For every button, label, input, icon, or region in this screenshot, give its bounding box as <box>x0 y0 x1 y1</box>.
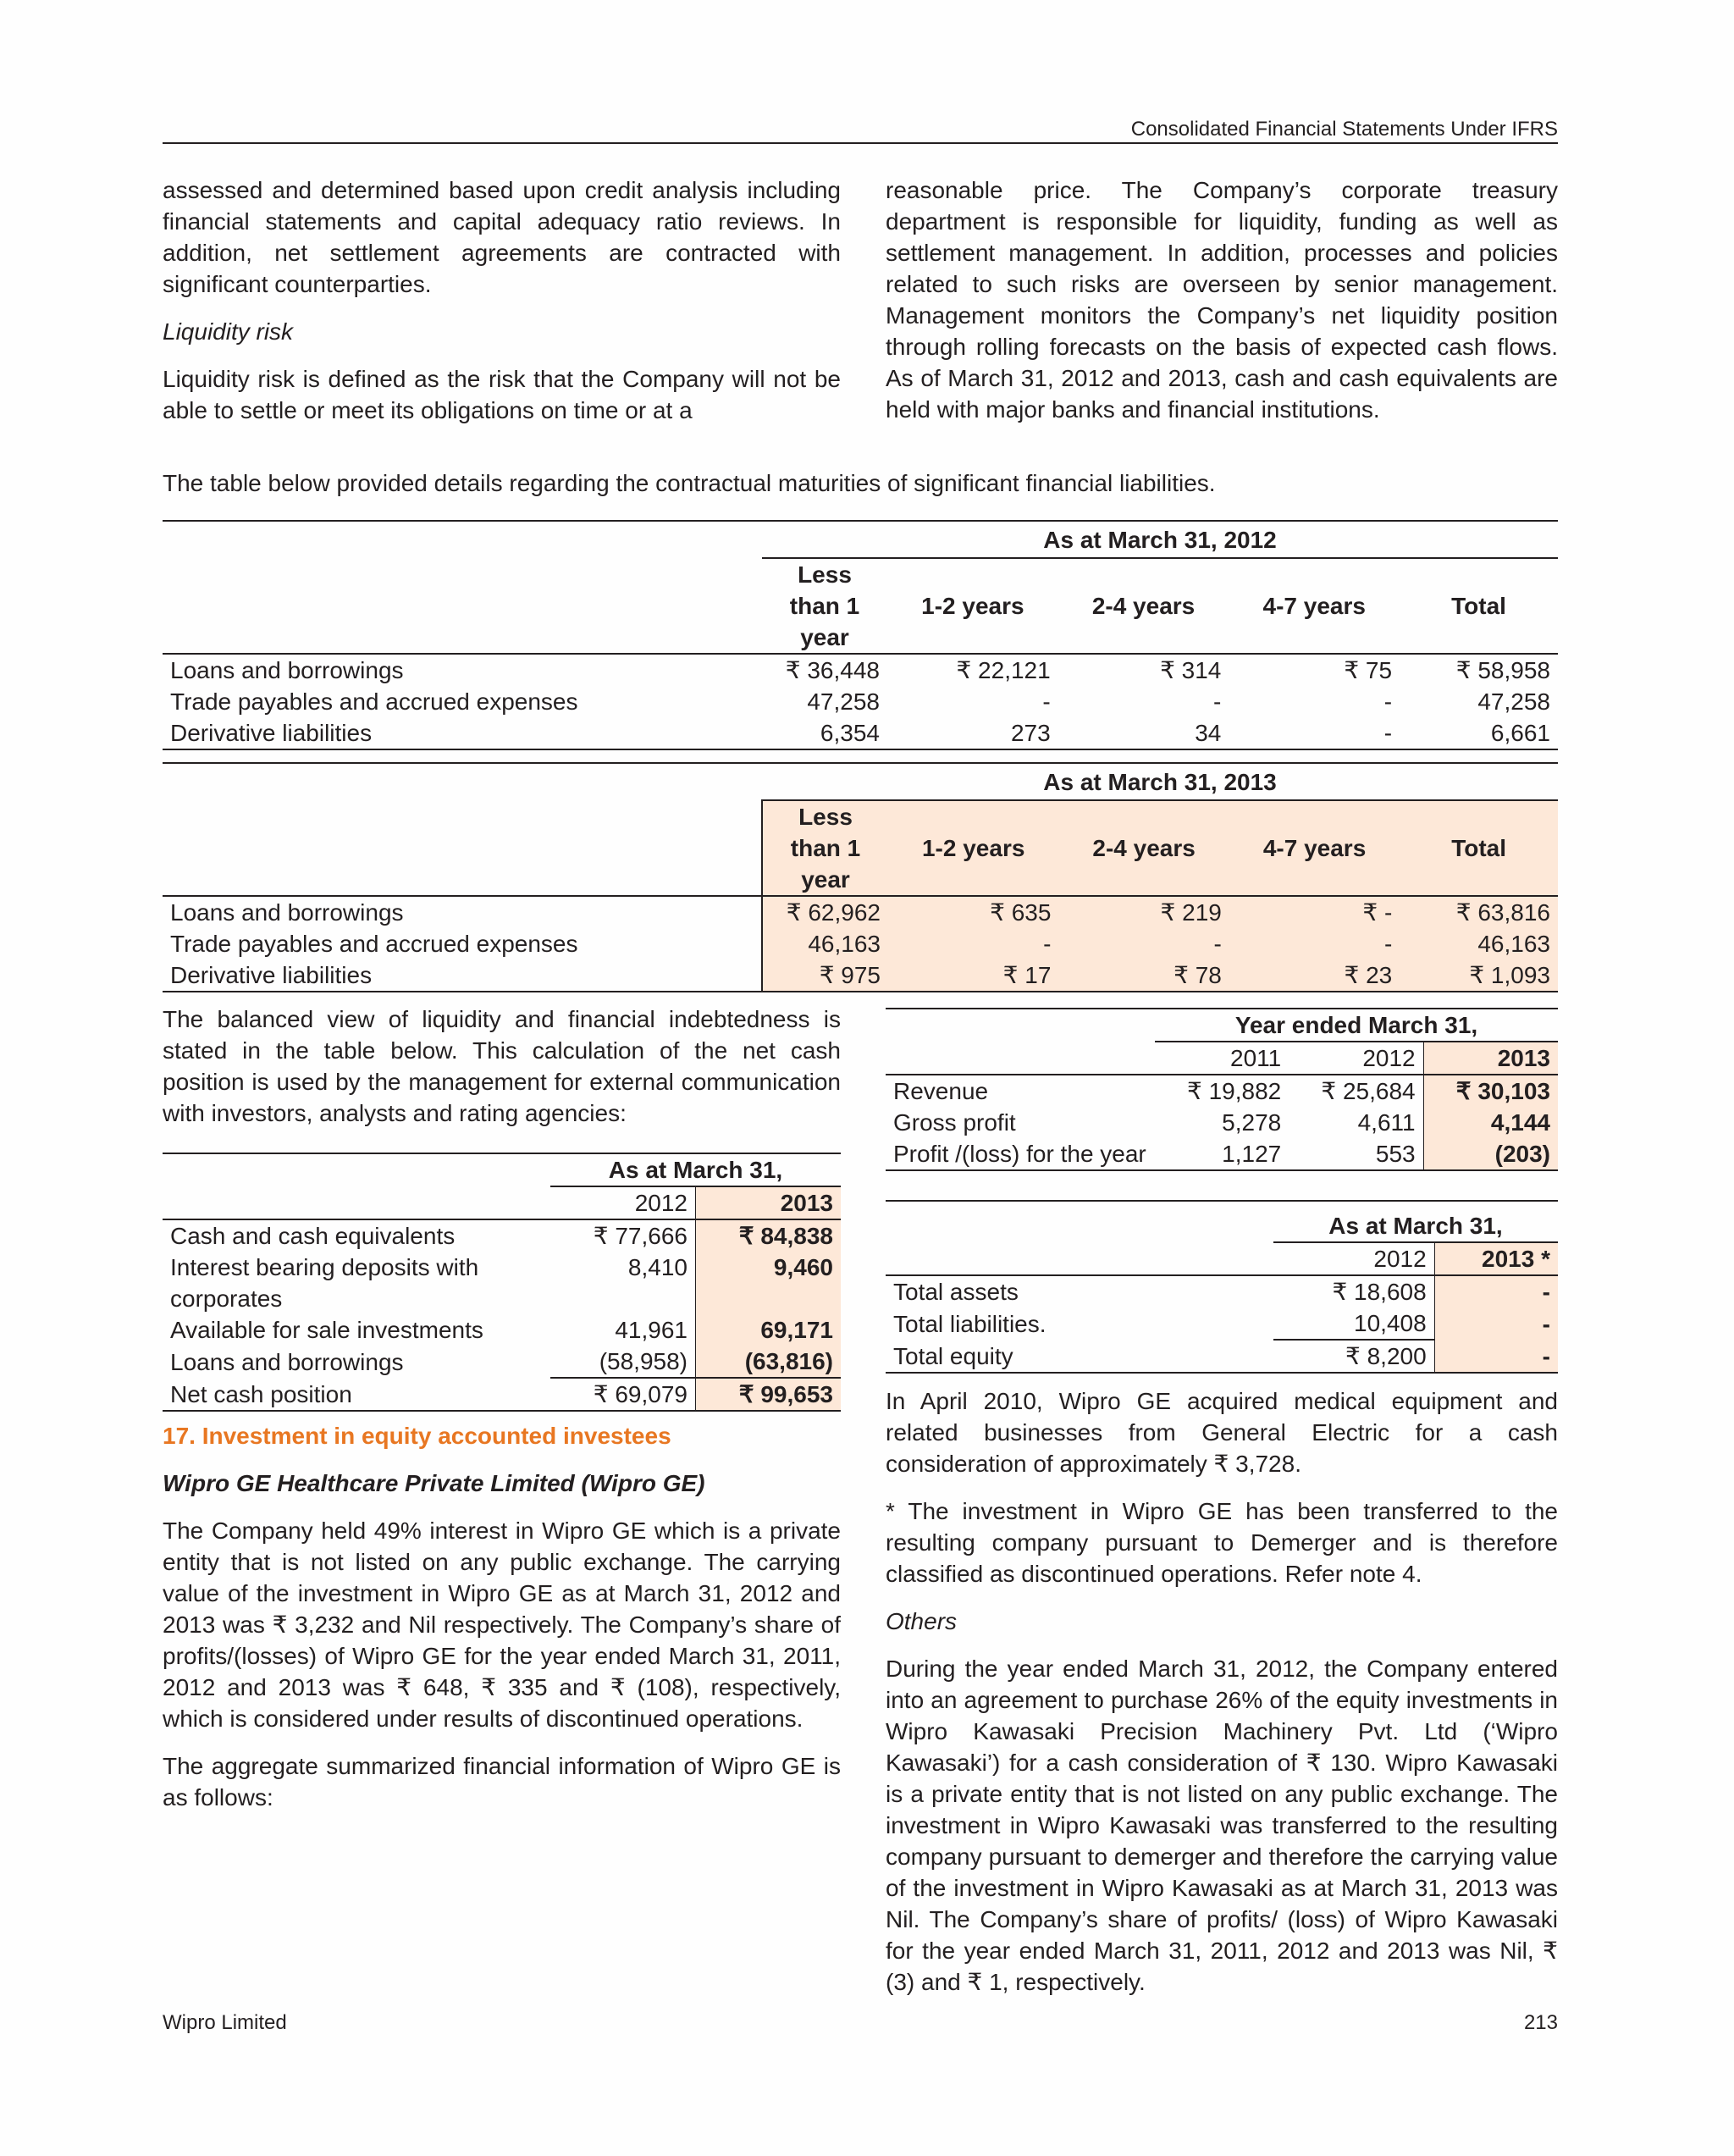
cell: ₹ 22,121 <box>956 657 1051 683</box>
cell: ₹ 99,653 <box>696 1378 842 1411</box>
paragraph: reasonable price. The Company’s corporate treasury department is responsible for liquidity, funding as well as settlement management. In addition, processes and policies related to such risks are overseen by senior management. Management monitors the Company’s net liquidity position through rolling forecasts on the basis of expected cash flows. As of March 31, 2012 and 2013, cash and cash equivalents are held with major banks and financial institutions. <box>886 177 1558 423</box>
column-header: Total <box>1451 593 1506 619</box>
year-header: 2013 * <box>1434 1242 1558 1275</box>
column-header: Less than 1 year <box>789 561 860 650</box>
year-header: 2012 <box>1289 1042 1423 1075</box>
cell: ₹ 75 <box>1344 657 1393 683</box>
year-header: 2013 <box>1423 1042 1558 1075</box>
table-row <box>886 1138 1558 1170</box>
column-header: 1-2 years <box>888 800 1058 896</box>
paragraph: Liquidity risk is defined as the risk that the Company will not be able to settle or meet its obligations on time or at a <box>163 366 841 423</box>
cell: 273 <box>1010 720 1051 746</box>
cell: ₹ 314 <box>1160 657 1222 683</box>
subheading-wipro-ge: Wipro GE Healthcare Private Limited (Wipro GE) <box>163 1470 705 1496</box>
row-label: Total equity <box>893 1342 1013 1369</box>
year-header: 2011 <box>1230 1045 1282 1071</box>
cell: ₹ 975 <box>762 959 888 992</box>
cell: ₹ 69,079 <box>550 1378 696 1411</box>
table-row <box>163 896 1558 928</box>
maturity-table <box>163 520 1558 750</box>
cell: 46,163 <box>1400 928 1558 959</box>
row-label: Revenue <box>893 1078 989 1104</box>
cell: 46,163 <box>762 928 888 959</box>
row-label: Total assets <box>893 1279 1019 1305</box>
column-header: 4-7 years <box>1229 800 1400 896</box>
table-row <box>886 1075 1558 1107</box>
cell: - <box>1434 1340 1558 1373</box>
cell: 6,661 <box>1490 720 1550 746</box>
section-17-heading: 17. Investment in equity accounted investees <box>163 1423 671 1449</box>
footer-company: Wipro Limited <box>163 2011 287 2034</box>
maturity-table <box>163 762 1558 992</box>
cell: 4,611 <box>1289 1107 1423 1138</box>
cell: ₹ 63,816 <box>1400 896 1558 928</box>
cell: ₹ 1,093 <box>1400 959 1558 992</box>
row-label: Loans and borrowings <box>170 899 404 926</box>
right-top-column <box>886 174 1558 441</box>
cell: (203) <box>1423 1138 1558 1170</box>
cell: ₹ 635 <box>888 896 1058 928</box>
cell: (63,816) <box>696 1346 842 1378</box>
cell: - <box>1434 1275 1558 1307</box>
cell: 47,258 <box>1477 688 1550 715</box>
cell: 47,258 <box>807 688 880 715</box>
cell: 34 <box>1195 720 1222 746</box>
table-row <box>163 1252 841 1314</box>
table-row <box>163 1378 841 1411</box>
table-row <box>163 1314 841 1346</box>
header-title: Consolidated Financial Statements Under IFRS <box>1130 118 1558 141</box>
cell: ₹ 30,103 <box>1423 1075 1558 1107</box>
column-header: 4-7 years <box>1262 593 1366 619</box>
year-header: 2012 <box>550 1186 696 1219</box>
cell: ₹ 219 <box>1058 896 1229 928</box>
year-header: 2012 <box>1273 1242 1434 1275</box>
table-intro: The table below provided details regarding the contractual maturities of significant financial liabilities. <box>163 470 1216 496</box>
table-title: As at March 31, 2012 <box>762 521 1558 558</box>
cell: 5,278 <box>1222 1109 1282 1136</box>
table-row <box>886 1275 1558 1307</box>
cell: 8,410 <box>550 1252 696 1314</box>
row-label: Trade payables and accrued expenses <box>170 688 578 715</box>
row-label: Derivative liabilities <box>170 720 373 746</box>
cell: 1,127 <box>1222 1141 1282 1167</box>
table-row <box>163 928 1558 959</box>
row-label: Loans and borrowings <box>170 1348 404 1375</box>
cell: ₹ 36,448 <box>785 657 880 683</box>
cell: ₹ 58,958 <box>1455 657 1550 683</box>
cell: 10,408 <box>1273 1307 1434 1340</box>
table-row <box>163 717 1558 749</box>
left-top-column <box>163 174 841 442</box>
cell: - <box>1434 1307 1558 1340</box>
table-row <box>163 1219 841 1252</box>
row-label: Net cash position <box>170 1380 352 1407</box>
subheading-liquidity-risk: Liquidity risk <box>163 318 294 345</box>
cell: (58,958) <box>550 1346 696 1378</box>
balance-title: As at March 31, <box>1273 1201 1558 1242</box>
cell: - <box>888 928 1058 959</box>
income-table <box>886 1008 1558 1171</box>
cell: - <box>1213 688 1222 715</box>
footnote: * The investment in Wipro GE has been transferred to the resulting company pursuant to Demerger and is therefore classified as discontinued operations. Refer note 4. <box>886 1498 1558 1587</box>
row-label: Trade payables and accrued expenses <box>170 931 578 957</box>
row-label: Available for sale investments <box>170 1317 483 1343</box>
column-header: 1-2 years <box>921 593 1024 619</box>
table-row <box>886 1307 1558 1340</box>
page-number: 213 <box>1523 2011 1558 2034</box>
table-title: As at March 31, 2013 <box>762 763 1558 800</box>
cell: 6,354 <box>820 720 880 746</box>
cell: ₹ 25,684 <box>1289 1075 1423 1107</box>
column-header: Total <box>1400 800 1558 896</box>
cell: - <box>1383 720 1393 746</box>
table-row <box>886 1340 1558 1373</box>
paragraph: assessed and determined based upon credit analysis including financial statements and capital adequacy ratio reviews. In addition, net settlement agreements are contracted with significant counterparties. <box>163 177 841 297</box>
table-row <box>886 1107 1558 1138</box>
net-cash-title: As at March 31, <box>550 1153 841 1186</box>
column-header: Less than 1 year <box>762 800 888 896</box>
cell: ₹ 84,838 <box>696 1219 842 1252</box>
cell: ₹ 77,666 <box>550 1219 696 1252</box>
column-header: 2-4 years <box>1058 800 1229 896</box>
paragraph: The Company held 49% interest in Wipro GE which is a private entity that is not listed on any public exchange. The carrying value of the investment in Wipro GE as at March 31, 2012 and 2013 was ₹ 3,232 and Nil respectively. The Company’s share of profits/(losses) of Wipro GE for the year ended March 31, 2011, 2012 and 2013 was ₹ 648, ₹ 335 and ₹ (108), respectively, which is considered under results of discontinued operations. <box>163 1517 841 1732</box>
row-label: Loans and borrowings <box>170 657 404 683</box>
cell: ₹ 19,882 <box>1187 1078 1282 1104</box>
subheading-others: Others <box>886 1608 958 1634</box>
cell: 4,144 <box>1423 1107 1558 1138</box>
row-label: Gross profit <box>893 1109 1016 1136</box>
table-row <box>163 654 1558 686</box>
column-header: 2-4 years <box>1091 593 1196 619</box>
table-row <box>163 1346 841 1378</box>
paragraph: The balanced view of liquidity and financial indebtedness is stated in the table below. This calculation of the net cash position is used by the management for external communication with investors, analysts and rating agencies: <box>163 1006 841 1126</box>
balance-table <box>886 1200 1558 1374</box>
cell: - <box>1042 688 1051 715</box>
cell: - <box>1058 928 1229 959</box>
cell: 553 <box>1289 1138 1423 1170</box>
row-label: Profit /(loss) for the year <box>893 1141 1146 1167</box>
paragraph: The aggregate summarized financial information of Wipro GE is as follows: <box>163 1753 841 1810</box>
maturity-table-2012 <box>163 520 1558 750</box>
net-cash-table <box>163 1153 841 1412</box>
row-label: Derivative liabilities <box>170 962 373 988</box>
cell: ₹ 17 <box>888 959 1058 992</box>
running-header <box>163 120 1558 144</box>
left-mid-column <box>163 1003 841 1829</box>
cell: ₹ 23 <box>1229 959 1400 992</box>
paragraph: During the year ended March 31, 2012, the Company entered into an agreement to purchase 26% of the equity investments in Wipro Kawasaki Precision Machinery Pvt. Ltd (‘Wipro Kawasaki’) for a cash consideration of ₹ 130. Wipro Kawasaki is a private entity that is not listed on any public exchange. The investment in Wipro Kawasaki was transferred to the resulting company pursuant to demerger and therefore the carrying value of the investment in Wipro Kawasaki as at March 31, 2013 was Nil. The Company’s share of profits/ (loss) of Wipro Kawasaki for the year ended March 31, 2011, 2012 and 2013 was Nil, ₹ (3) and ₹ 1, respectively. <box>886 1656 1558 1995</box>
cell: - <box>1383 688 1393 715</box>
row-label: Interest bearing deposits with corporates <box>170 1254 479 1312</box>
table-row <box>163 959 1558 992</box>
cell: ₹ - <box>1229 896 1400 928</box>
table-row <box>163 686 1558 717</box>
cell: ₹ 62,962 <box>762 896 888 928</box>
cell: 69,171 <box>696 1314 842 1346</box>
cell: ₹ 8,200 <box>1273 1340 1434 1373</box>
maturity-table-2013 <box>163 762 1558 992</box>
row-label: Total liabilities. <box>893 1310 1046 1337</box>
row-label: Cash and cash equivalents <box>170 1223 456 1249</box>
cell: 9,460 <box>696 1252 842 1314</box>
paragraph: In April 2010, Wipro GE acquired medical equipment and related businesses from General Electric for a cash consideration of approximately ₹ 3,728. <box>886 1388 1558 1477</box>
income-title: Year ended March 31, <box>1155 1009 1558 1042</box>
right-bottom-column <box>886 1008 1558 2014</box>
cell: ₹ 78 <box>1058 959 1229 992</box>
cell: ₹ 18,608 <box>1273 1275 1434 1307</box>
year-header: 2013 <box>696 1186 842 1219</box>
cell: - <box>1229 928 1400 959</box>
cell: 41,961 <box>550 1314 696 1346</box>
